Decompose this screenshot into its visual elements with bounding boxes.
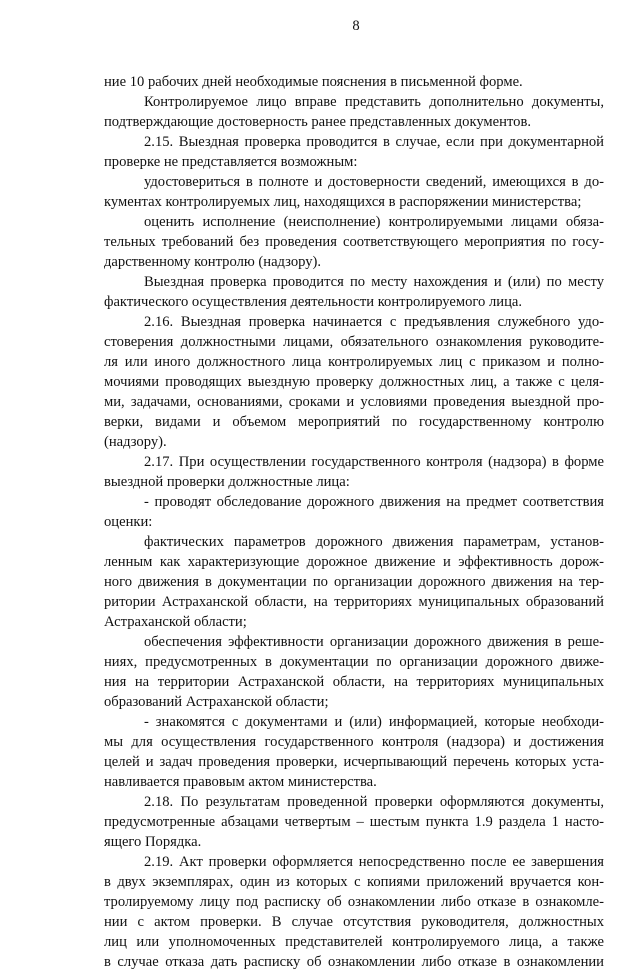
- text-line: предусмотренные абзацами четвертым – шестым пункта 1.9 раздела 1 насто-: [104, 814, 604, 830]
- text-line: тролируемому лицу под расписку об ознакомлении либо отказе в ознакомле-: [104, 894, 604, 910]
- text-line: Астраханской области;: [104, 614, 247, 630]
- text-line: 2.19. Акт проверки оформляется непосредственно после ее завершения: [144, 854, 604, 870]
- page-number: 8: [352, 18, 360, 34]
- text-line: выездной проверки должностные лица:: [104, 474, 350, 490]
- text-line: верки, видами и объемом мероприятий по государственному контролю: [104, 414, 604, 430]
- text-line: мы для осуществления государственного контроля (надзора) и достижения: [104, 734, 604, 750]
- text-line: оценить исполнение (неисполнение) контролируемыми лицами обяза-: [144, 214, 604, 230]
- text-line: 2.17. При осуществлении государственного контроля (надзора) в форме: [144, 454, 604, 470]
- document-page: [104, 16, 604, 972]
- text-line: в двух экземплярах, один из которых с копиями приложений вручается кон-: [104, 874, 604, 890]
- text-line: ля или иного должностного лица контролируемых лиц с приказом и полно-: [104, 354, 604, 370]
- text-line: ящего Порядка.: [104, 834, 202, 850]
- text-line: лиц или уполномоченных представителей контролируемого лица, а также: [104, 934, 604, 950]
- text-line: 2.16. Выездная проверка начинается с предъявления служебного удо-: [144, 314, 604, 330]
- text-line: фактического осуществления деятельности контролируемого лица.: [104, 294, 523, 310]
- text-line: (надзору).: [104, 434, 167, 450]
- text-line: ленным как характеризующие дорожное движение и эффективность дорож-: [104, 554, 604, 570]
- text-line: нии с актом проверки. В случае отсутствия руководителя, должностных: [104, 914, 604, 930]
- text-line: навливается правовым актом министерства.: [104, 774, 377, 790]
- text-line: образований Астраханской области;: [104, 694, 329, 710]
- text-line: стоверения должностными лицами, обязательного ознакомления руководите-: [104, 334, 604, 350]
- text-line: в случае отказа дать расписку об ознакомлении либо отказе в ознакомлении: [104, 954, 604, 970]
- text-line: 2.18. По результатам проведенной проверки оформляются документы,: [144, 794, 604, 810]
- text-line: кументах контролируемых лиц, находящихся в распоряжении министерства;: [104, 194, 582, 210]
- text-line: мочиями проводящих выездную проверку должностных лиц, а также с целя-: [104, 374, 604, 390]
- text-line: - проводят обследование дорожного движения на предмет соответствия: [144, 494, 604, 510]
- text-line: оценки:: [104, 514, 153, 530]
- text-line: Контролируемое лицо вправе представить дополнительно документы,: [144, 94, 604, 110]
- text-line: проверке не представляется возможным:: [104, 154, 358, 170]
- text-line: тельных требований без проведения соответствующего мероприятия по госу-: [104, 234, 604, 250]
- text-line: ного движения в документации по организации дорожного движения на тер-: [104, 574, 604, 590]
- text-line: удостовериться в полноте и достоверности сведений, имеющихся в до-: [144, 174, 604, 190]
- text-line: ритории Астраханской области, на территориях муниципальных образований: [104, 594, 604, 610]
- text-line: подтверждающие достоверность ранее представленных документов.: [104, 114, 531, 130]
- text-line: - знакомятся с документами и (или) информацией, которые необходи-: [144, 714, 604, 730]
- text-line: Выездная проверка проводится по месту нахождения и (или) по месту: [144, 274, 604, 290]
- document-body: [104, 72, 604, 972]
- text-line: целей и задач проведения проверки, исчерпывающий перечень которых уста-: [104, 754, 604, 770]
- text-line: ниях, предусмотренных в документации по организации дорожного движе-: [104, 654, 604, 670]
- text-line: обеспечения эффективности организации дорожного движения в реше-: [144, 634, 604, 650]
- text-line: дарственному контролю (надзору).: [104, 254, 322, 270]
- text-line: фактических параметров дорожного движения параметрам, установ-: [144, 534, 604, 550]
- text-line: ния на территории Астраханской области, на территориях муниципальных: [104, 674, 604, 690]
- text-line: ми, задачами, основаниями, сроками и условиями проведения выездной про-: [104, 394, 604, 410]
- text-line: 2.15. Выездная проверка проводится в случае, если при документарной: [144, 134, 604, 150]
- text-line: ние 10 рабочих дней необходимые пояснения в письменной форме.: [104, 74, 523, 90]
